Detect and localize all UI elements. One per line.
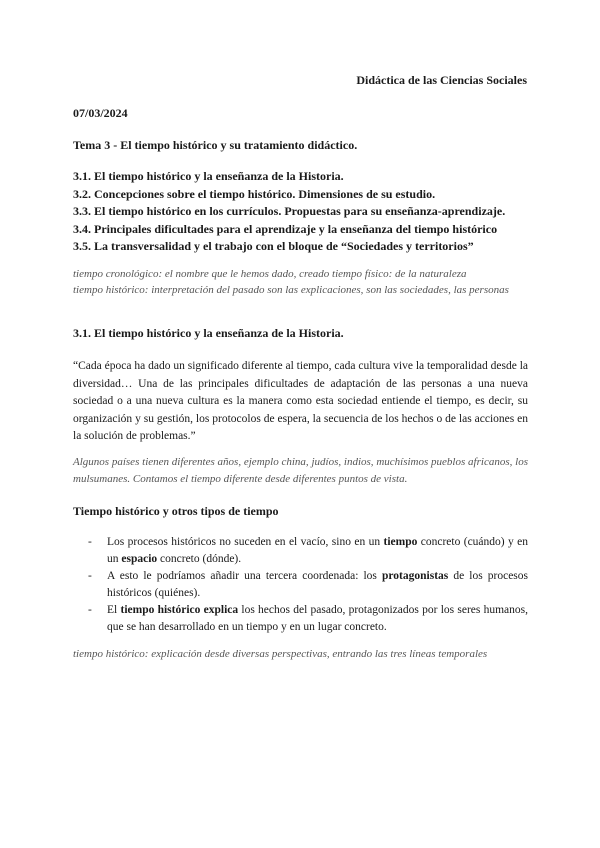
dash-marker: - [88,536,92,548]
index-item: 3.2. Concepciones sobre el tiempo histórico. Dimensiones de su estudio. [73,186,436,201]
course-header: Didáctica de las Ciencias Sociales [356,73,527,87]
dash-marker: - [88,570,92,582]
bullet-item: - A esto le podríamos añadir una tercera coordenada: los protagonistas de los procesos históricos (quiénes). [88,570,529,599]
subsection-title: Tiempo histórico y otros tipos de tiempo [73,504,279,518]
date: 07/03/2024 [73,106,128,120]
section-title: 3.1. El tiempo histórico y la enseñanza de la Historia. [73,326,344,340]
index-item: 3.1. El tiempo histórico y la enseñanza de la Historia. [73,169,344,183]
bold-term: espacio [121,552,158,565]
index-item: 3.3. El tiempo histórico en los currículos. Propuestas para su enseñanza-aprendizaje. [73,204,506,218]
index-item: 3.5. La transversalidad y el trabajo con el bloque de “Sociedades y territorios” [73,239,474,253]
topic-index [73,168,533,256]
bold-term: tiempo [383,536,418,548]
quote-paragraph: “Cada época ha dado un significado diferente al tiempo, cada cultura vive la temporalidad desde la diversidad… Una de las principales dificultades de adaptación de las personas a una nueva sociedad o a una nueva cultura es la manera como esta sociedad entiende el tiempo, es decir, su organización y su gestión, los protocolos de espera, la secuencia de los hechos o de las acciones en la solución de problemas.” [73,360,528,442]
note-line: tiempo cronológico: el nombre que le hemos dado, creado tiempo físico: de la naturaleza [73,268,467,280]
dash-marker: - [88,604,92,616]
handwritten-notes-3: tiempo histórico: explicación desde diversas perspectivas, entrando las tres líneas temporales [73,648,488,660]
index-item: 3.4. Principales dificultades para el aprendizaje y la enseñanza del tiempo histórico [73,221,498,236]
handwritten-notes-1 [73,266,528,298]
bullet-item: - Los procesos históricos no suceden en el vacío, sino en un tiempo concreto (cuándo) y en un espacio concreto (dónde). [88,536,528,565]
note-line: tiempo histórico: interpretación del pasado son las explicaciones, son las sociedades, las personas [73,284,509,296]
bold-term: tiempo histórico explica [120,604,239,616]
bullet-item: - El tiempo histórico explica los hechos del pasado, protagonizados por los seres humanos, que se han desarrollado en un tiempo y en un lugar concreto. [88,604,528,633]
handwritten-notes-2: Algunos países tienen diferentes años, ejemplo china, judíos, indios, muchísimos pueblos africanos, los mulsumanes. Contamos el tiempo diferente desde diferentes puntos de vista. [73,456,528,485]
topic-title: Tema 3 - El tiempo histórico y su tratamiento didáctico. [73,138,358,152]
bullet-list [88,534,528,636]
bold-term: protagonistas [382,570,449,582]
